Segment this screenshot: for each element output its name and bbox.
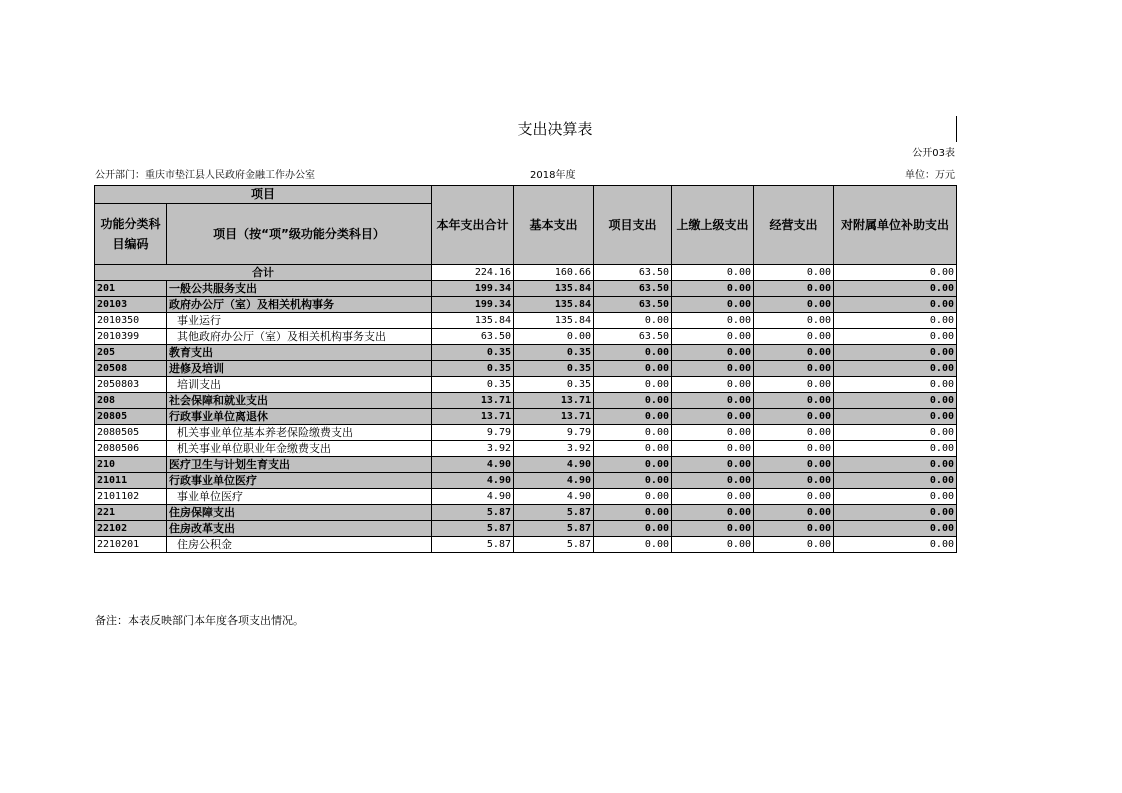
row-value: 0.00 <box>594 505 672 521</box>
row-value: 199.34 <box>432 281 514 297</box>
row-value: 0.00 <box>672 425 754 441</box>
row-name: 住房保障支出 <box>167 505 432 521</box>
row-code: 205 <box>95 345 167 361</box>
row-value: 0.00 <box>834 457 957 473</box>
row-value: 0.00 <box>754 297 834 313</box>
row-code: 2080506 <box>95 441 167 457</box>
row-code: 2101102 <box>95 489 167 505</box>
row-name: 事业运行 <box>167 313 432 329</box>
row-value: 0.00 <box>754 393 834 409</box>
row-name: 其他政府办公厅（室）及相关机构事务支出 <box>167 329 432 345</box>
row-value: 199.34 <box>432 297 514 313</box>
row-value: 13.71 <box>432 409 514 425</box>
department-label: 公开部门：重庆市垫江县人民政府金融工作办公室 <box>95 170 315 181</box>
row-value: 0.00 <box>594 361 672 377</box>
row-value: 4.90 <box>514 457 594 473</box>
row-value: 0.00 <box>834 361 957 377</box>
table-row <box>95 345 957 361</box>
row-value: 0.00 <box>594 409 672 425</box>
table-row <box>95 393 957 409</box>
row-code: 201 <box>95 281 167 297</box>
row-value: 5.87 <box>514 521 594 537</box>
row-code: 2210201 <box>95 537 167 553</box>
row-value: 3.92 <box>514 441 594 457</box>
row-value: 0.00 <box>672 489 754 505</box>
row-value: 13.71 <box>432 393 514 409</box>
row-code: 2010399 <box>95 329 167 345</box>
right-border-line <box>956 116 957 142</box>
row-value: 63.50 <box>432 329 514 345</box>
row-value: 4.90 <box>514 473 594 489</box>
table-row <box>95 489 957 505</box>
row-value: 0.00 <box>754 473 834 489</box>
row-value: 0.00 <box>754 361 834 377</box>
row-name: 进修及培训 <box>167 361 432 377</box>
header-operating: 经营支出 <box>754 186 834 265</box>
row-name: 政府办公厅（室）及相关机构事务 <box>167 297 432 313</box>
row-code: 20508 <box>95 361 167 377</box>
unit-label: 单位：万元 <box>905 170 955 181</box>
row-value: 0.35 <box>432 361 514 377</box>
table-row <box>95 297 957 313</box>
row-value: 0.00 <box>834 393 957 409</box>
page-title: 支出决算表 <box>517 120 593 138</box>
header-code: 功能分类科目编码 <box>95 204 167 265</box>
table-row <box>95 313 957 329</box>
row-value: 0.00 <box>754 377 834 393</box>
row-value: 63.50 <box>594 281 672 297</box>
row-value: 0.00 <box>754 409 834 425</box>
row-value: 0.00 <box>834 537 957 553</box>
row-code: 20103 <box>95 297 167 313</box>
row-value: 0.00 <box>754 281 834 297</box>
row-name: 培训支出 <box>167 377 432 393</box>
table-row <box>95 473 957 489</box>
row-value: 0.00 <box>672 441 754 457</box>
header-project: 项目支出 <box>594 186 672 265</box>
row-value: 0.00 <box>834 313 957 329</box>
row-value: 0.00 <box>672 393 754 409</box>
total-value: 63.50 <box>594 265 672 281</box>
row-code: 210 <box>95 457 167 473</box>
total-value: 224.16 <box>432 265 514 281</box>
row-value: 0.00 <box>834 297 957 313</box>
row-value: 13.71 <box>514 409 594 425</box>
row-code: 2010350 <box>95 313 167 329</box>
row-name: 行政事业单位离退休 <box>167 409 432 425</box>
table-row <box>95 457 957 473</box>
row-value: 0.00 <box>672 409 754 425</box>
row-value: 0.00 <box>754 489 834 505</box>
row-value: 0.00 <box>594 393 672 409</box>
total-value: 0.00 <box>672 265 754 281</box>
row-value: 3.92 <box>432 441 514 457</box>
total-value: 0.00 <box>834 265 957 281</box>
row-value: 0.00 <box>834 521 957 537</box>
row-value: 0.00 <box>672 361 754 377</box>
row-value: 0.00 <box>672 329 754 345</box>
header-total: 本年支出合计 <box>432 186 514 265</box>
row-value: 0.35 <box>514 377 594 393</box>
row-name: 机关事业单位职业年金缴费支出 <box>167 441 432 457</box>
row-name: 机关事业单位基本养老保险缴费支出 <box>167 425 432 441</box>
row-value: 0.00 <box>594 313 672 329</box>
row-value: 0.00 <box>594 537 672 553</box>
row-value: 0.00 <box>834 377 957 393</box>
row-value: 135.84 <box>514 281 594 297</box>
row-value: 0.00 <box>594 473 672 489</box>
total-row <box>95 265 957 281</box>
row-value: 0.00 <box>754 329 834 345</box>
table-row <box>95 505 957 521</box>
row-value: 5.87 <box>432 505 514 521</box>
total-value: 160.66 <box>514 265 594 281</box>
row-value: 0.00 <box>754 441 834 457</box>
table-row <box>95 409 957 425</box>
row-value: 135.84 <box>432 313 514 329</box>
row-value: 4.90 <box>514 489 594 505</box>
row-value: 0.00 <box>672 537 754 553</box>
row-value: 0.00 <box>834 281 957 297</box>
row-name: 医疗卫生与计划生育支出 <box>167 457 432 473</box>
row-value: 0.00 <box>754 457 834 473</box>
table-row <box>95 521 957 537</box>
header-subsidy: 对附属单位补助支出 <box>834 186 957 265</box>
row-name: 住房改革支出 <box>167 521 432 537</box>
row-value: 0.00 <box>672 281 754 297</box>
header-upper: 上缴上级支出 <box>672 186 754 265</box>
row-value: 0.00 <box>754 345 834 361</box>
row-value: 4.90 <box>432 489 514 505</box>
row-value: 0.00 <box>834 441 957 457</box>
row-value: 0.00 <box>834 489 957 505</box>
row-value: 0.00 <box>672 505 754 521</box>
row-value: 5.87 <box>514 505 594 521</box>
row-value: 0.00 <box>594 489 672 505</box>
row-value: 0.00 <box>594 457 672 473</box>
row-value: 13.71 <box>514 393 594 409</box>
expenditure-table <box>94 185 957 553</box>
row-name: 住房公积金 <box>167 537 432 553</box>
row-code: 208 <box>95 393 167 409</box>
table-row <box>95 537 957 553</box>
total-value: 0.00 <box>754 265 834 281</box>
row-value: 5.87 <box>514 537 594 553</box>
row-value: 0.00 <box>514 329 594 345</box>
row-value: 0.00 <box>672 297 754 313</box>
row-value: 0.00 <box>672 377 754 393</box>
row-value: 0.00 <box>672 457 754 473</box>
row-value: 5.87 <box>432 521 514 537</box>
row-value: 0.00 <box>594 425 672 441</box>
table-row <box>95 281 957 297</box>
row-value: 0.35 <box>432 345 514 361</box>
row-value: 63.50 <box>594 297 672 313</box>
row-value: 0.00 <box>594 441 672 457</box>
header-name: 项目（按“项”级功能分类科目） <box>167 204 432 265</box>
table-row <box>95 377 957 393</box>
row-value: 0.00 <box>594 377 672 393</box>
row-value: 0.00 <box>594 345 672 361</box>
fiscal-year: 2018年度 <box>530 170 576 181</box>
header-basic: 基本支出 <box>514 186 594 265</box>
row-value: 0.00 <box>834 505 957 521</box>
row-value: 135.84 <box>514 297 594 313</box>
row-value: 63.50 <box>594 329 672 345</box>
row-value: 9.79 <box>432 425 514 441</box>
row-value: 5.87 <box>432 537 514 553</box>
public-table-number: 公开03表 <box>912 148 955 159</box>
row-value: 4.90 <box>432 457 514 473</box>
row-name: 行政事业单位医疗 <box>167 473 432 489</box>
row-value: 0.00 <box>834 473 957 489</box>
total-label: 合计 <box>95 265 432 281</box>
row-value: 0.00 <box>754 425 834 441</box>
row-value: 0.00 <box>834 425 957 441</box>
row-value: 0.00 <box>754 521 834 537</box>
row-code: 22102 <box>95 521 167 537</box>
row-code: 20805 <box>95 409 167 425</box>
row-code: 2050803 <box>95 377 167 393</box>
row-value: 4.90 <box>432 473 514 489</box>
row-code: 2080505 <box>95 425 167 441</box>
header-item: 项目 <box>95 186 432 204</box>
row-value: 0.35 <box>514 345 594 361</box>
row-value: 0.00 <box>834 345 957 361</box>
row-value: 9.79 <box>514 425 594 441</box>
row-name: 一般公共服务支出 <box>167 281 432 297</box>
row-name: 社会保障和就业支出 <box>167 393 432 409</box>
row-value: 0.35 <box>514 361 594 377</box>
row-value: 0.00 <box>672 473 754 489</box>
table-row <box>95 441 957 457</box>
row-name: 事业单位医疗 <box>167 489 432 505</box>
row-value: 0.00 <box>834 409 957 425</box>
row-value: 0.00 <box>754 313 834 329</box>
row-value: 0.00 <box>754 505 834 521</box>
row-code: 221 <box>95 505 167 521</box>
row-value: 0.35 <box>432 377 514 393</box>
row-value: 0.00 <box>672 313 754 329</box>
row-value: 0.00 <box>754 537 834 553</box>
row-value: 0.00 <box>672 345 754 361</box>
row-value: 0.00 <box>594 521 672 537</box>
row-value: 0.00 <box>834 329 957 345</box>
table-row <box>95 361 957 377</box>
row-name: 教育支出 <box>167 345 432 361</box>
row-value: 0.00 <box>672 521 754 537</box>
row-value: 135.84 <box>514 313 594 329</box>
footnote: 备注：本表反映部门本年度各项支出情况。 <box>95 614 304 627</box>
table-row <box>95 425 957 441</box>
row-code: 21011 <box>95 473 167 489</box>
table-row <box>95 329 957 345</box>
